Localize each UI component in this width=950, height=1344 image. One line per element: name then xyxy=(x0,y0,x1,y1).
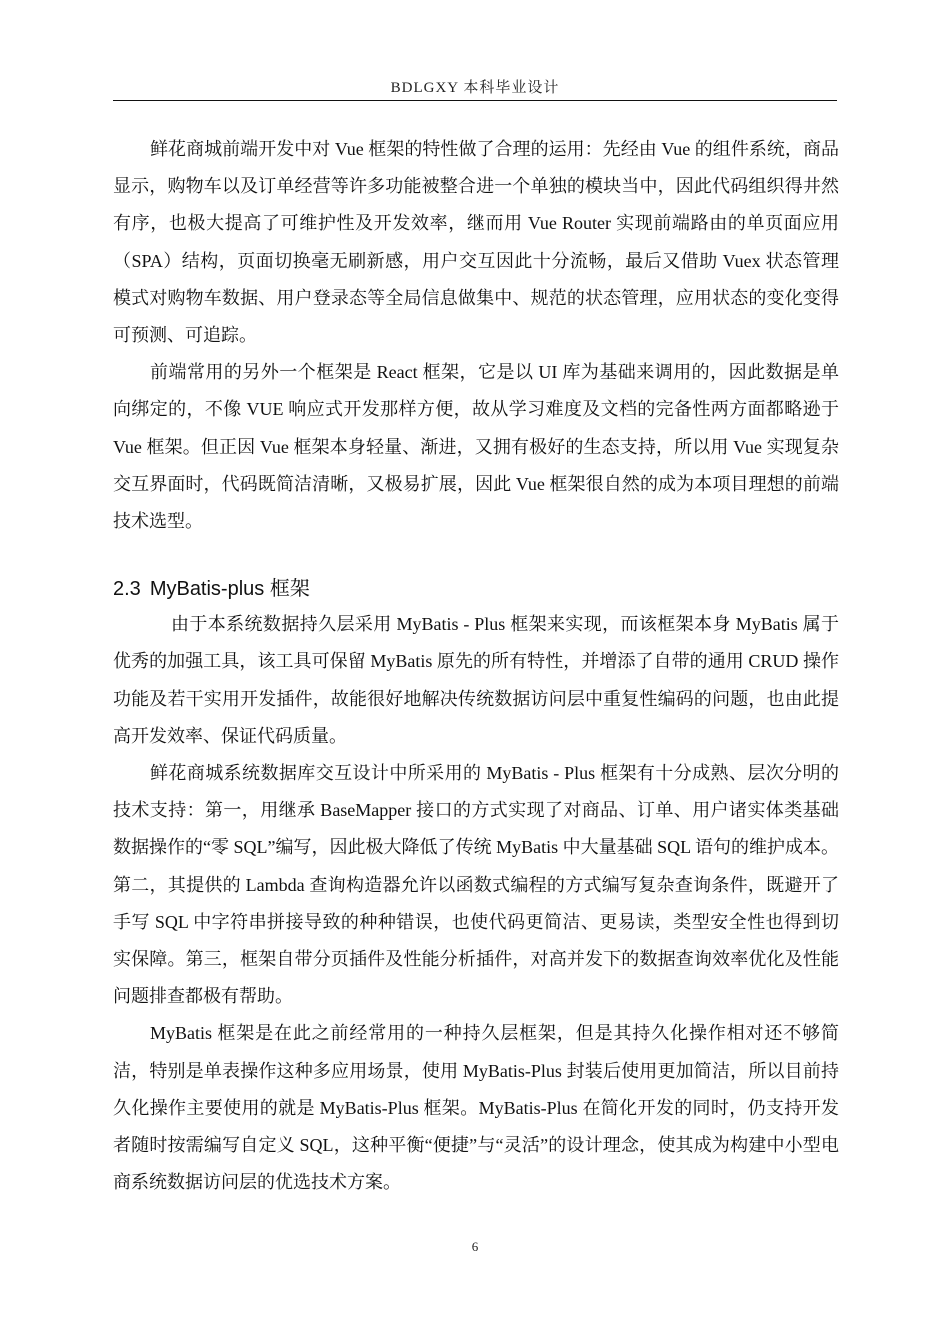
paragraph-mybatis-plus-intro: 由于本系统数据持久层采用 MyBatis - Plus 框架来实现，而该框架本身 MyBatis 属于优秀的加强工具，该工具可保留 MyBatis 原先的所有特性，并增添了自带的通用 CRUD 操作功能及若干实用开发插件，故能很好地解决传统数据访问层中重复性编码的问题，也由此提高开发效率、保证代码质量。 xyxy=(113,614,839,746)
paragraph-vue-features: 鲜花商城前端开发中对 Vue 框架的特性做了合理的运用：先经由 Vue 的组件系统，商品显示，购物车以及订单经营等许多功能被整合进一个单独的模块当中，因此代码组织得井然有序，也极大提高了可维护性及开发效率，继而用 Vue Router 实现前端路由的单页面应用（SPA）结构，页面切换毫无刷新感，用户交互因此十分流畅，最后又借助 Vuex 状态管理模式对购物车数据、用户登录态等全局信息做集中、规范的状态管理，应用状态的变化变得可预测、可追踪。 xyxy=(113,139,839,346)
section-title: MyBatis-plus 框架 xyxy=(149,578,310,601)
page-header-title: BDLGXY 本科毕业设计 xyxy=(390,80,560,96)
section-heading xyxy=(113,574,839,606)
header-divider xyxy=(113,100,837,101)
document-body xyxy=(113,131,839,1201)
paragraph-mybatis-comparison: MyBatis 框架是在此之前经常用的一种持久层框架，但是其持久化操作相对还不够简洁，特别是单表操作这种多应用场景，使用 MyBatis-Plus 封装后使用更加简洁，所以目前持久化操作主要使用的就是 MyBatis-Plus 框架。MyBatis-Plus 在简化开发的同时，仍支持开发者随时按需编写自定义 SQL，这种平衡“便捷”与“灵活”的设计理念，使其成为构建中小型电商系统数据访问层的优选技术方案。 xyxy=(113,1023,839,1193)
paragraph-react-comparison: 前端常用的另外一个框架是 React 框架，它是以 UI 库为基础来调用的，因此数据是单向绑定的，不像 VUE 响应式开发那样方便，故从学习难度及文档的完备性两方面都略逊于 Vue 框架。但正因 Vue 框架本身轻量、渐进，又拥有极好的生态支持，所以用 Vue 实现复杂交互界面时，代码既简洁清晰，又极易扩展，因此 Vue 框架很自然的成为本项目理想的前端技术选型。 xyxy=(113,362,839,532)
paragraph-mybatis-plus-features: 鲜花商城系统数据库交互设计中所采用的 MyBatis - Plus 框架有十分成熟、层次分明的技术支持：第一，用继承 BaseMapper 接口的方式实现了对商品、订单、用户诸实体类基础数据操作的“零 SQL”编写，因此极大降低了传统 MyBatis 中大量基础 SQL 语句的维护成本。第二，其提供的 Lambda 查询构造器允许以函数式编程的方式编写复杂查询条件，既避开了手写 SQL 中字符串拼接导致的种种错误，也使代码更简洁、更易读，类型安全性也得到切实保障。第三，框架自带分页插件及性能分析插件，对高并发下的数据查询效率优化及性能问题排查都极有帮助。 xyxy=(113,763,839,1007)
page-number: 6 xyxy=(471,1239,479,1254)
section-number: 2.3 xyxy=(113,578,141,601)
